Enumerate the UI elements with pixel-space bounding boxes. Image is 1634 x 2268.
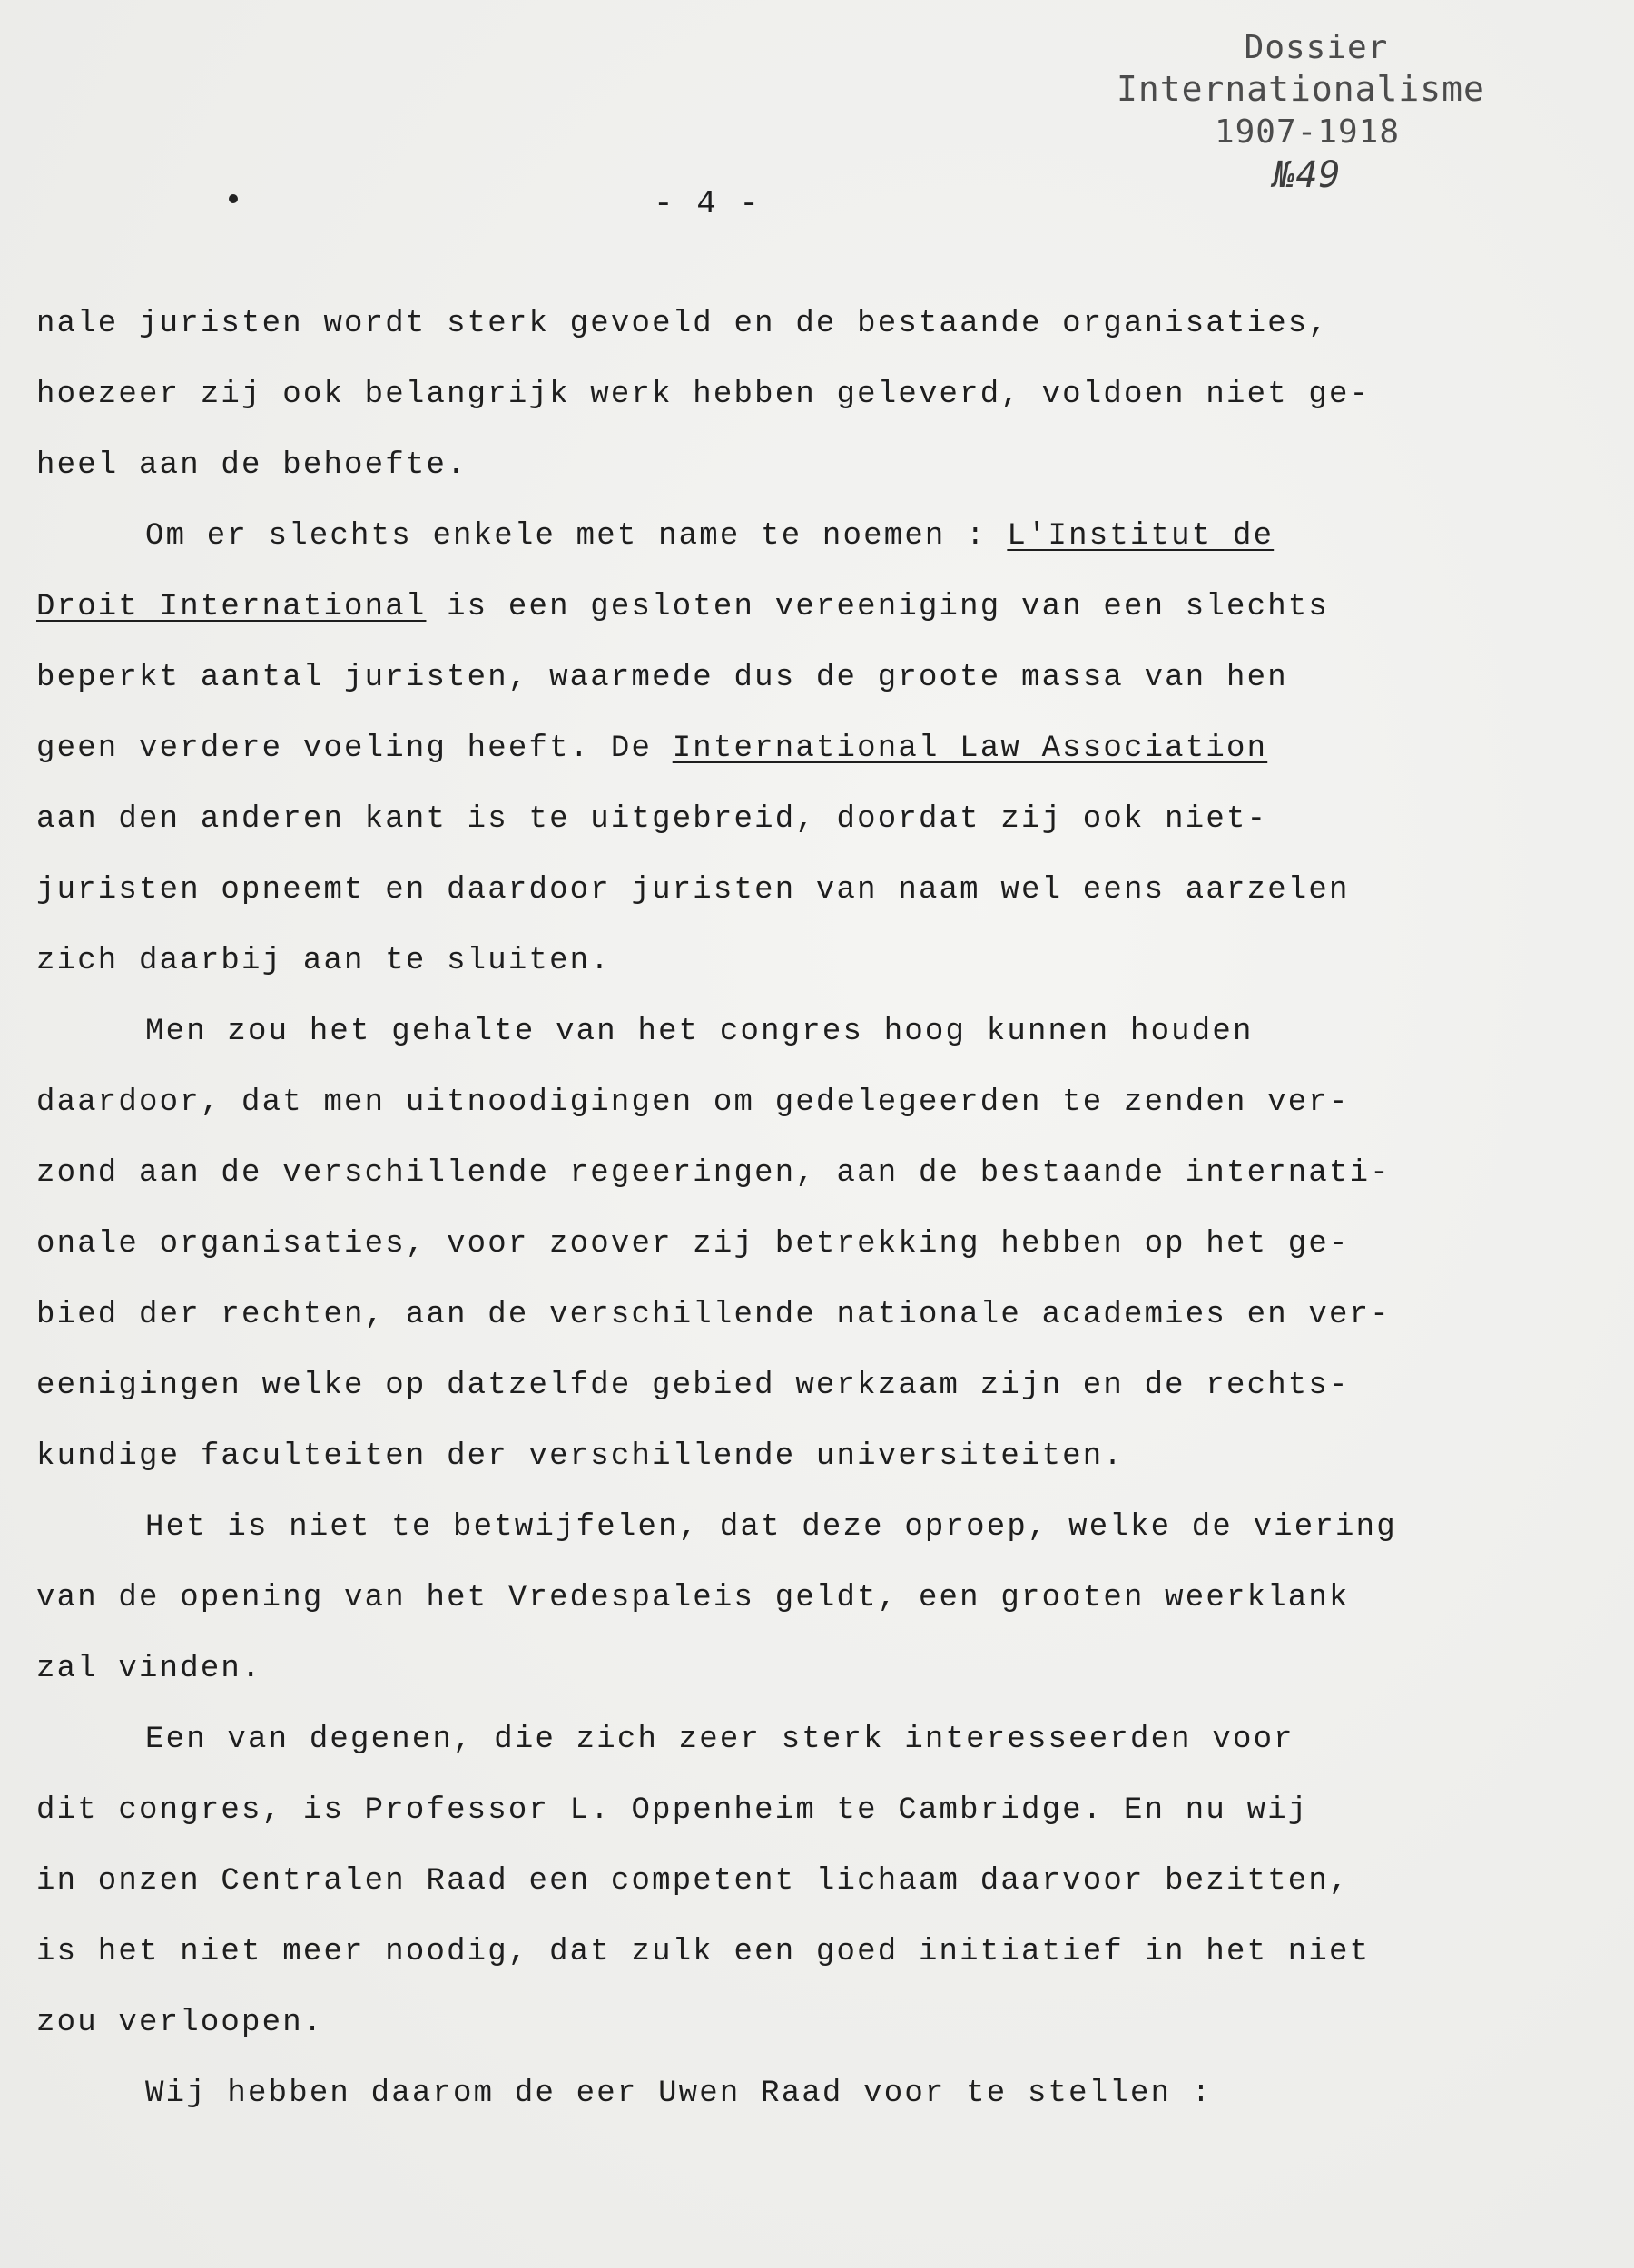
text-line: dit congres, is Professor L. Oppenheim te Cambridge. En nu wij [36, 1793, 1309, 1828]
text-line: onale organisaties, voor zoover zij betrekking hebben op het ge- [36, 1227, 1350, 1262]
text-line: zou verloopen. [36, 2006, 324, 2040]
text-line: Een van degenen, die zich zeer sterk interesseerden voor [145, 1723, 1294, 1757]
ink-dot-mark [229, 194, 238, 203]
text-line [36, 572, 1471, 643]
text-line: zond aan de verschillende regeeringen, aan de bestaande internati- [36, 1156, 1391, 1191]
text-line: aan den anderen kant is te uitgebreid, doordat zij ook niet- [36, 802, 1268, 837]
text-line: heel aan de behoefte. [36, 448, 468, 483]
text-line: kundige faculteiten der verschillende universiteiten. [36, 1439, 1124, 1474]
text-line: in onzen Centralen Raad een competent lichaam daarvoor bezitten, [36, 1864, 1350, 1899]
text-segment: geen verdere voeling heeft. De [36, 731, 673, 766]
underlined-institut-de: L'Institut de [1007, 519, 1275, 554]
text-line [36, 501, 1471, 572]
stamp-dossier: Dossier [1244, 29, 1389, 66]
underlined-international-law-association: International Law Association [672, 731, 1268, 766]
paragraph-6 [36, 2058, 1471, 2129]
text-line: daardoor, dat men uitnoodigingen om gedelegeerden te zenden ver- [36, 1085, 1350, 1120]
paragraph-1 [36, 289, 1471, 501]
paragraph-2 [36, 501, 1471, 997]
text-line: hoezeer zij ook belangrijk werk hebben geleverd, voldoen niet ge- [36, 378, 1371, 412]
paragraph-4 [36, 1492, 1471, 1704]
text-line: zich daarbij aan te sluiten. [36, 944, 611, 978]
paragraph-3 [36, 997, 1471, 1492]
underlined-droit-international: Droit International [36, 590, 427, 624]
stamp-collection: Internationalisme [1117, 69, 1485, 109]
text-line: nale juristen wordt sterk gevoeld en de bestaande organisaties, [36, 307, 1330, 341]
stamp-years: 1907-1918 [1214, 113, 1401, 151]
text-line: bied der rechten, aan de verschillende nationale academies en ver- [36, 1298, 1391, 1332]
stamp-number: №49 [1273, 153, 1342, 196]
document-body [36, 289, 1471, 2129]
text-segment: is een gesloten vereeniging van een slechts [426, 590, 1330, 624]
text-line [36, 713, 1471, 784]
text-line: eenigingen welke op datzelfde gebied werkzaam zijn en de rechts- [36, 1369, 1350, 1403]
text-segment: Om er slechts enkele met name te noemen : [145, 519, 1008, 554]
archive-stamp [1117, 27, 1485, 198]
text-line: beperkt aantal juristen, waarmede dus de groote massa van hen [36, 661, 1288, 695]
text-line: Men zou het gehalte van het congres hoog kunnen houden [145, 1015, 1254, 1049]
text-line: Wij hebben daarom de eer Uwen Raad voor te stellen : [145, 2077, 1213, 2111]
text-line: juristen opneemt en daardoor juristen van naam wel eens aarzelen [36, 873, 1350, 908]
paragraph-5 [36, 1704, 1471, 2058]
text-line: van de opening van het Vredespaleis geldt, een grooten weerklank [36, 1581, 1350, 1615]
text-line: zal vinden. [36, 1652, 262, 1686]
page-number: - 4 - [654, 185, 762, 222]
text-line: Het is niet te betwijfelen, dat deze oproep, welke de viering [145, 1510, 1397, 1545]
text-line: is het niet meer noodig, dat zulk een goed initiatief in het niet [36, 1935, 1371, 1969]
